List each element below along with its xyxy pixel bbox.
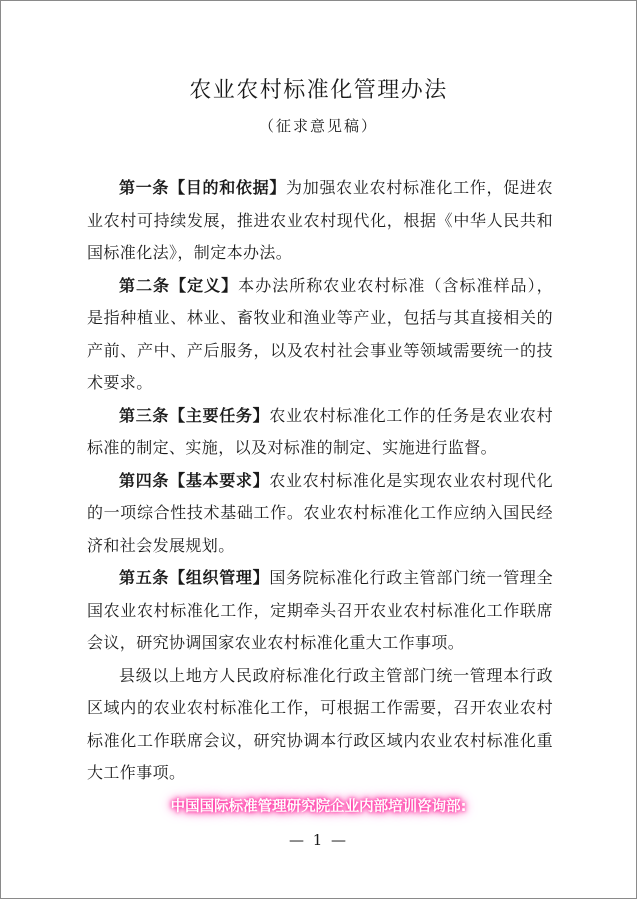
article-4 [87,465,553,563]
article-text: 为加强农业农村标准化工作，促进农业农村可持续发展，推进农业农村现代化，根据《中华人民共和国标准化法》，制定本办法。 [87,178,553,262]
article-text: 本办法所称农业农村标准（含标准样品），是指种植业、林业、畜牧业和渔业等产业，包括与其直接相关的产前、产中、产后服务，以及农村社会事业等领域需要统一的技术要求。 [87,275,553,392]
article-heading: 第五条【组织管理】 [119,568,270,587]
article-5-paragraph-2: 县级以上地方人民政府标准化行政主管部门统一管理本行政区域内的农业农村标准化工作，可根据工作需要，召开农业农村标准化工作联席会议，研究协调本行政区域内农业农村标准化重大工作事项。 [87,665,553,782]
article-heading: 第三条【主要任务】 [119,405,270,425]
article-3 [87,400,553,465]
article-heading: 第一条【目的和依据】 [119,178,287,197]
article-text: 国务院标准化行政主管部门统一管理全国农业农村标准化工作，定期牵头召开农业农村标准化工作联席会议，研究协调国家农业农村标准化重大工作事项。 [87,568,553,652]
document-subtitle: （征求意见稿） [258,117,378,135]
article-heading: 第二条【定义】 [119,275,239,295]
article-5 [87,562,553,660]
article-text: 农业农村标准化工作的任务是农业农村标准的制定、实施，以及对标准的制定、实施进行监督。 [87,405,553,457]
article-heading: 第四条【基本要求】 [119,470,270,490]
page-number: — 1 — [288,831,349,849]
article-2 [87,270,553,400]
article-1 [87,172,553,270]
document-title: 农业农村标准化管理办法 [189,78,448,103]
document-body [87,172,553,790]
article-text: 农业农村标准化是实现农业农村现代化的一项综合性技术基础工作。农业农村标准化工作应纳入国民经济和社会发展规划。 [87,470,553,555]
watermark-text: 中国国际标准管理研究院企业内部培训咨询部: [170,799,467,815]
